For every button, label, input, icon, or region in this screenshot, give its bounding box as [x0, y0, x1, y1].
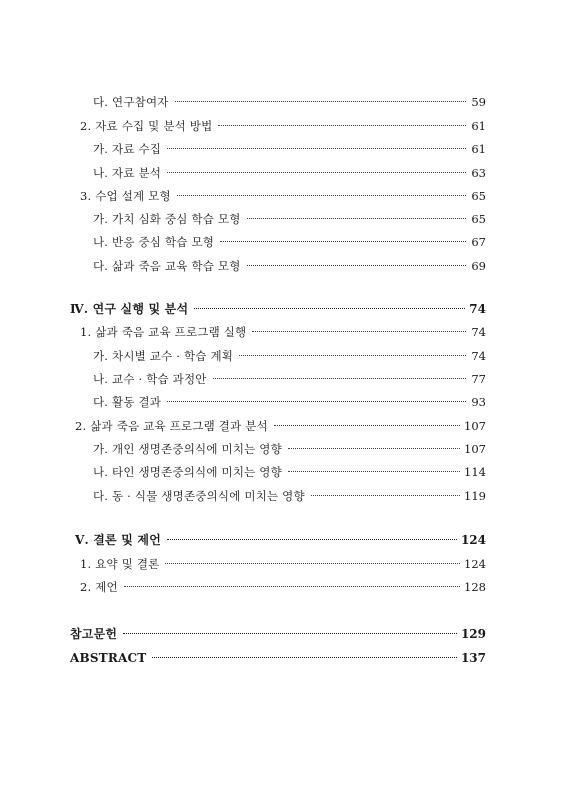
toc-entry-label: 다. 삶과 죽음 교육 학습 모형: [93, 259, 241, 273]
toc-entry-label: 1. 요약 및 결론: [80, 557, 160, 571]
toc-entry-label: 가. 자료 수집: [93, 142, 162, 156]
toc-chapter-label: Ⅳ. 연구 실행 및 분석: [70, 302, 189, 316]
dot-leader: [167, 539, 457, 540]
toc-entry-self-respect-effect: [93, 439, 486, 459]
toc-entry-page: 59: [471, 95, 486, 109]
toc-entry-value-deepening-model: [93, 209, 486, 229]
toc-entry-label: 2. 제언: [80, 580, 118, 594]
toc-entry-page: 77: [471, 372, 486, 386]
toc-entry-page: 107: [464, 419, 486, 433]
toc-entry-page: 74: [471, 325, 486, 339]
toc-entry-data-collection: [93, 139, 486, 159]
toc-entry-label: 다. 연구참여자: [93, 95, 169, 109]
toc-entry-label: 가. 차시별 교수 · 학습 계획: [93, 349, 234, 363]
toc-entry-response-centered-model: [93, 232, 486, 252]
toc-chapter-label: 참고문헌: [70, 627, 118, 641]
dot-leader: [177, 195, 466, 196]
toc-entry-page: 124: [464, 557, 486, 571]
toc-entry-label: 3. 수업 설계 모형: [80, 189, 171, 203]
toc-entry-page: 93: [471, 395, 486, 409]
toc-entry-label: 나. 교수 · 학습 과정안: [93, 372, 207, 386]
dot-leader: [247, 218, 466, 219]
toc-entry-page: 61: [471, 119, 486, 133]
toc-entry-page: 61: [471, 142, 486, 156]
dot-leader: [288, 448, 460, 449]
toc-entry-lesson-design-model: [80, 186, 486, 206]
dot-leader: [175, 101, 466, 102]
toc-chapter-page: 124: [460, 533, 486, 547]
dot-leader: [218, 125, 466, 126]
toc-entry-label: 2. 자료 수집 및 분석 방법: [80, 119, 213, 133]
toc-entry-page: 69: [471, 259, 486, 273]
toc-references: [70, 624, 486, 644]
dot-leader: [167, 148, 466, 149]
toc-entry-label: 가. 가치 심화 중심 학습 모형: [93, 212, 241, 226]
toc-chapter-label: ABSTRACT: [70, 651, 147, 665]
dot-leader: [288, 471, 460, 472]
toc-chapter-iv: [70, 299, 486, 319]
toc-entry-program-result-analysis: [75, 416, 486, 436]
toc-chapter-v: [75, 530, 486, 550]
toc-chapter-page: 137: [460, 651, 486, 665]
toc-entry-program-implementation: [80, 322, 486, 342]
dot-leader: [152, 657, 457, 658]
toc-entry-page: 65: [471, 212, 486, 226]
toc-entry-label: 가. 개인 생명존중의식에 미치는 영향: [93, 442, 282, 456]
toc-entry-data-analysis: [93, 163, 486, 183]
toc-chapter-page: 74: [469, 302, 486, 316]
toc-entry-data-collection-analysis: [80, 116, 486, 136]
toc-entry-page: 119: [464, 489, 486, 503]
toc-entry-label: 나. 반응 중심 학습 모형: [93, 235, 215, 249]
toc-entry-page: 67: [471, 235, 486, 249]
dot-leader: [194, 308, 465, 309]
dot-leader: [274, 425, 460, 426]
dot-leader: [311, 495, 460, 496]
dot-leader: [167, 401, 466, 402]
dot-leader: [220, 241, 466, 242]
dot-leader: [123, 633, 457, 634]
dot-leader: [124, 586, 460, 587]
toc-entry-session-plan: [93, 346, 486, 366]
dot-leader: [213, 378, 466, 379]
toc-entry-summary-conclusion: [80, 554, 486, 574]
toc-entry-suggestions: [80, 577, 486, 597]
dot-leader: [252, 331, 466, 332]
toc-entry-page: 74: [471, 349, 486, 363]
toc-entry-page: 107: [464, 442, 486, 456]
toc-entry-label: 다. 활동 결과: [93, 395, 162, 409]
toc-chapter-label: Ⅴ. 결론 및 제언: [75, 533, 161, 547]
toc-entry-page: 114: [464, 465, 486, 479]
dot-leader: [165, 563, 460, 564]
toc-entry-life-death-model: [93, 256, 486, 276]
toc-entry-activity-results: [93, 392, 486, 412]
toc-entry-participants: [93, 92, 486, 112]
toc-entry-label: 나. 타인 생명존중의식에 미치는 영향: [93, 465, 282, 479]
toc-abstract: [70, 648, 486, 668]
toc-entry-page: 63: [471, 166, 486, 180]
dot-leader: [167, 172, 466, 173]
toc-entry-page: 128: [464, 580, 486, 594]
toc-entry-label: 나. 자료 분석: [93, 166, 162, 180]
toc-entry-others-respect-effect: [93, 462, 486, 482]
dot-leader: [239, 355, 466, 356]
toc-entry-animal-plant-respect-effect: [93, 486, 486, 506]
dot-leader: [247, 265, 466, 266]
toc-entry-page: 65: [471, 189, 486, 203]
toc-entry-label: 다. 동 · 식물 생명존중의식에 미치는 영향: [93, 489, 305, 503]
toc-entry-lesson-plan: [93, 369, 486, 389]
toc-chapter-page: 129: [460, 627, 486, 641]
toc-entry-label: 1. 삶과 죽음 교육 프로그램 실행: [80, 325, 247, 339]
toc-entry-label: 2. 삶과 죽음 교육 프로그램 결과 분석: [75, 419, 268, 433]
